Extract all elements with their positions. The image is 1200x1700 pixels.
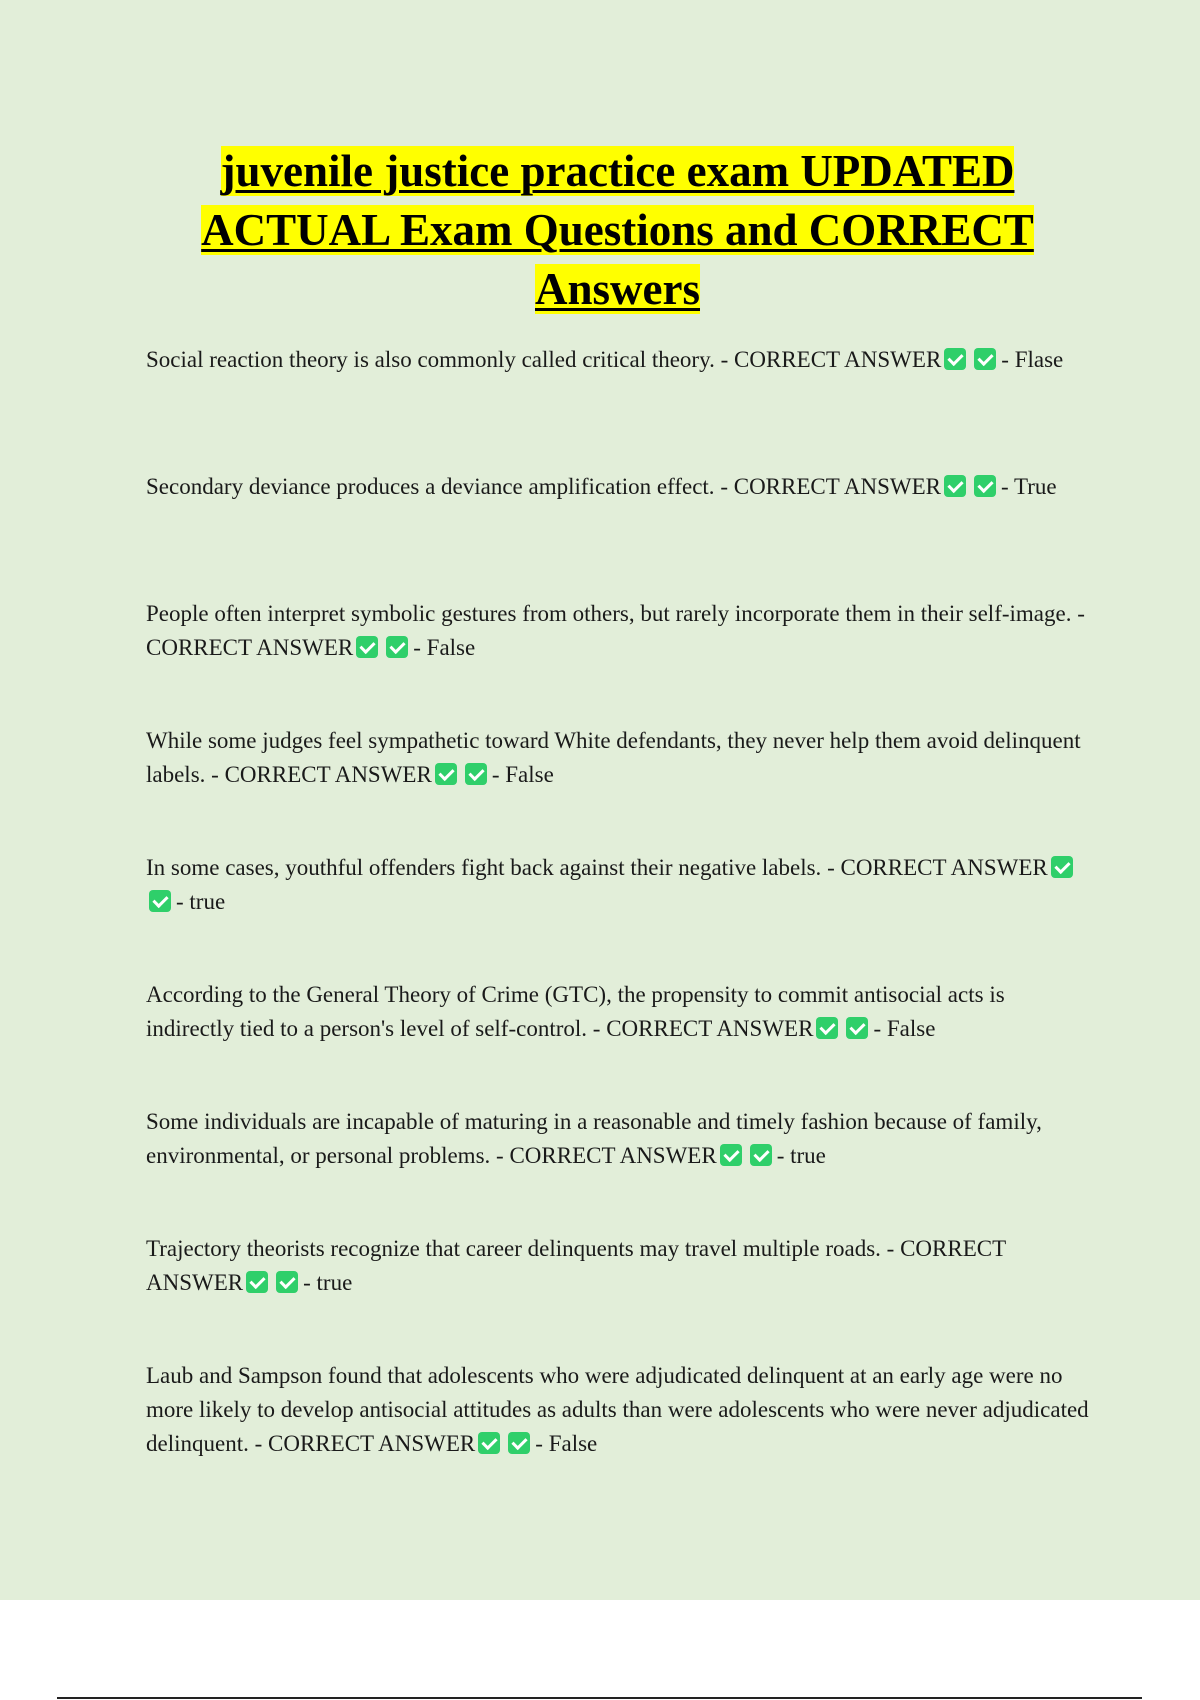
question-item-2: Secondary deviance produces a deviance amplification effect. - CORRECT ANSWER - True xyxy=(146,474,1057,499)
question-item-5: In some cases, youthful offenders fight back against their negative labels. - CORRECT ANSWER- true xyxy=(146,851,1096,978)
question-item-3: People often interpret symbolic gestures from others, but rarely incorporate them in their self-image. - CORRECT ANSWER - False xyxy=(146,601,1085,660)
question-item-1: Social reaction theory is also commonly called critical theory. - CORRECT ANSWER - Flase xyxy=(146,347,1064,372)
question-text: Laub and Sampson found that adolescents who were adjudicated delinquent at an early age were no more likely to develop antisocial attitudes as adults than were adolescents who were never adjudicated delinquent. xyxy=(146,1363,1089,1456)
question-text: According to the General Theory of Crime (GTC), the propensity to commit antisocial acts is indirectly tied to a person's level of self-control. xyxy=(146,982,1005,1041)
question-item-9: Laub and Sampson found that adolescents who were adjudicated delinquent at an early age were no more likely to develop antisocial attitudes as adults than were adolescents who were never adjudicated delinquent. - CORRECT ANSWER - False xyxy=(146,1363,1089,1456)
check-mark-icon xyxy=(246,1271,268,1293)
question-item-8: Trajectory theorists recognize that career delinquents may travel multiple roads. - CORRECT ANSWER - true xyxy=(146,1236,1006,1295)
check-mark-icon xyxy=(276,1271,298,1293)
check-mark-icon xyxy=(356,636,378,658)
answer-text: False xyxy=(505,762,554,787)
answer-marker: CORRECT ANSWER xyxy=(224,762,432,787)
check-mark-icon xyxy=(386,636,408,658)
answer-marker: CORRECT ANSWER xyxy=(606,1016,814,1041)
question-item-4: While some judges feel sympathetic toward White defendants, they never help them avoid delinquent labels. - CORRECT ANSWER - False xyxy=(146,728,1081,787)
answer-marker: CORRECT ANSWER xyxy=(268,1431,476,1456)
check-mark-icon xyxy=(846,1017,868,1039)
question-text: Social reaction theory is also commonly called critical theory. xyxy=(146,347,715,372)
question-text: Some individuals are incapable of maturing in a reasonable and timely fashion because of family, environmental, or personal problems. xyxy=(146,1109,1042,1168)
answer-text: False xyxy=(886,1016,936,1041)
answer-text: True xyxy=(1013,474,1057,499)
question-list xyxy=(146,343,1096,1519)
check-mark-icon xyxy=(508,1432,530,1454)
question-text: While some judges feel sympathetic toward White defendants, they never help them avoid delinquent labels. xyxy=(146,728,1081,787)
question-text: In some cases, youthful offenders fight back against their negative labels. xyxy=(146,855,822,880)
check-mark-icon xyxy=(720,1144,742,1166)
answer-text: true xyxy=(189,889,226,914)
check-mark-icon xyxy=(435,763,457,785)
answer-marker: CORRECT ANSWER xyxy=(509,1143,717,1168)
check-mark-icon xyxy=(750,1144,772,1166)
answer-text: False xyxy=(426,635,476,660)
footer-divider xyxy=(57,1697,1142,1699)
check-mark-icon xyxy=(1051,856,1073,878)
answer-marker: CORRECT ANSWER xyxy=(734,347,942,372)
question-item-7: Some individuals are incapable of maturing in a reasonable and timely fashion because of family, environmental, or personal problems. - CORRECT ANSWER - true xyxy=(146,1109,1042,1168)
check-mark-icon xyxy=(816,1017,838,1039)
answer-text: Flase xyxy=(1014,347,1064,372)
question-text: Secondary deviance produces a deviance amplification effect. xyxy=(146,474,715,499)
answer-marker: CORRECT ANSWER xyxy=(146,1236,1006,1295)
check-mark-icon xyxy=(149,890,171,912)
check-mark-icon xyxy=(478,1432,500,1454)
question-item-6: According to the General Theory of Crime (GTC), the propensity to commit antisocial acts is indirectly tied to a person's level of self-control. - CORRECT ANSWER - False xyxy=(146,982,1005,1041)
question-text: Trajectory theorists recognize that career delinquents may travel multiple roads. xyxy=(146,1236,881,1261)
title-highlight: juvenile justice practice exam UPDATED ACTUAL Exam Questions and CORRECT Answers xyxy=(201,146,1034,314)
check-mark-icon xyxy=(944,348,966,370)
answer-text: False xyxy=(548,1431,598,1456)
answer-text: true xyxy=(790,1143,826,1168)
answer-text: true xyxy=(316,1270,353,1295)
check-mark-icon xyxy=(944,475,966,497)
question-text: People often interpret symbolic gestures from others, but rarely incorporate them in their self-image. xyxy=(146,601,1072,626)
answer-marker: CORRECT ANSWER xyxy=(840,855,1048,880)
document-title xyxy=(140,142,1095,319)
check-mark-icon xyxy=(974,475,996,497)
answer-marker: CORRECT ANSWER xyxy=(733,474,941,499)
check-mark-icon xyxy=(974,348,996,370)
answer-marker: CORRECT ANSWER xyxy=(146,635,354,660)
check-mark-icon xyxy=(465,763,487,785)
